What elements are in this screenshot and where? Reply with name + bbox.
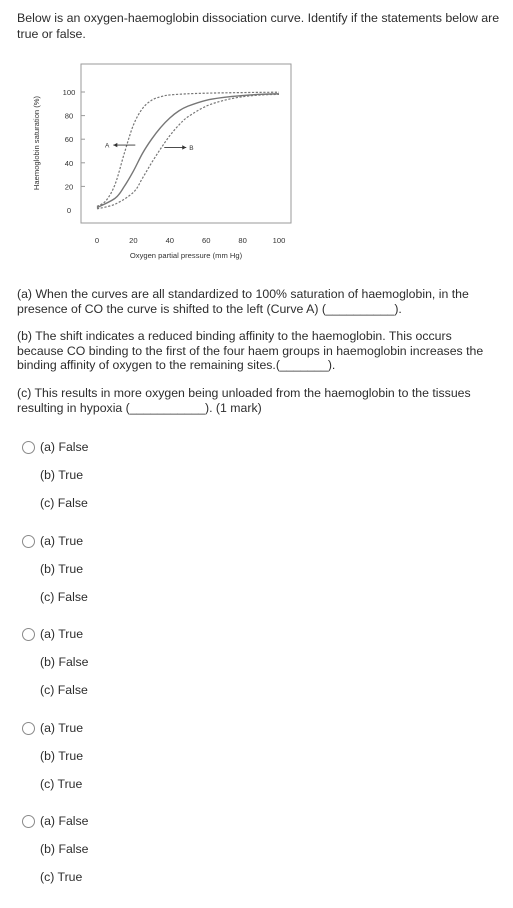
x-axis-label: Oxygen partial pressure (mm Hg) — [129, 251, 243, 260]
option-line: (c) True — [40, 870, 83, 884]
statement-c: (c) This results in more oxygen being unloaded from the haemoglobin to the tissues resulting in hypoxia (___________). (1 mark) — [17, 386, 471, 415]
option-line: (a) False — [40, 440, 89, 454]
option-line: (b) True — [40, 748, 84, 763]
option-line: (a) True — [40, 533, 84, 548]
answer-option-4[interactable] — [22, 721, 222, 815]
option-line: (a) True — [40, 627, 84, 641]
y-tick-label: 100 — [62, 88, 76, 97]
y-tick-label: 20 — [64, 182, 74, 192]
answer-option-3[interactable] — [22, 627, 222, 721]
x-tick-label: 80 — [238, 236, 247, 245]
arrow-head-icon — [182, 145, 186, 149]
y-tick-label: 0 — [66, 206, 72, 215]
annotation-group — [105, 143, 194, 152]
annotation-label: A — [104, 142, 110, 150]
radio-button-icon[interactable] — [22, 722, 35, 735]
answer-option-2[interactable] — [22, 534, 222, 628]
option-line: (c) True — [40, 776, 83, 791]
option-line: (a) False — [40, 814, 89, 828]
option-line: (c) False — [40, 683, 88, 697]
x-tick-label: 60 — [201, 236, 211, 245]
y-tick-label: 60 — [64, 135, 74, 145]
option-line: (c) False — [40, 496, 88, 510]
option-line: (a) True — [40, 720, 84, 735]
question-intro: Below is an oxygen-haemoglobin dissociation curve. Identify if the statements below are true or false. — [17, 11, 500, 41]
plot-frame — [81, 64, 291, 223]
x-tick-label: 0 — [94, 236, 100, 245]
series-group — [97, 92, 279, 209]
radio-button-icon[interactable] — [22, 815, 35, 828]
arrow-head-icon — [113, 143, 117, 147]
y-axis-ticks — [63, 88, 85, 215]
option-line: (c) False — [40, 589, 88, 604]
dissociation-chart — [22, 60, 302, 270]
x-tick-label: 20 — [129, 236, 138, 245]
statement-a: (a) When the curves are all standardized to 100% saturation of haemoglobin, in the presence of CO the curve is shifted to the left (Curve A) (__________). — [17, 287, 469, 316]
x-tick-label: 100 — [272, 236, 286, 245]
option-line: (b) True — [40, 561, 84, 576]
statement-b: (b) The shift indicates a reduced binding affinity to the haemoglobin. This occurs because CO binding to the first of the four haem groups in haemoglobin increases the binding affinity of oxygen to the remaining sites.(_______). — [17, 329, 484, 373]
option-line: (b) True — [40, 468, 84, 482]
annotation-label: B — [189, 145, 194, 153]
answer-option-1[interactable] — [22, 440, 222, 534]
option-line: (b) False — [40, 655, 89, 669]
y-axis-label: Haemoglobin saturation (%) — [32, 95, 41, 191]
y-tick-label: 40 — [64, 158, 74, 168]
answer-option-5[interactable] — [22, 814, 222, 908]
chart-svg — [22, 60, 302, 270]
x-axis-ticks — [95, 236, 285, 245]
series-line-3 — [97, 94, 279, 208]
option-line: (b) False — [40, 842, 89, 856]
series-line-2 — [97, 94, 279, 208]
answer-options — [22, 440, 222, 908]
radio-button-icon[interactable] — [22, 628, 35, 641]
radio-button-icon[interactable] — [22, 441, 35, 454]
series-line-1 — [97, 92, 279, 206]
y-tick-label: 80 — [64, 111, 74, 121]
x-tick-label: 40 — [165, 236, 175, 245]
radio-button-icon[interactable] — [22, 535, 35, 548]
